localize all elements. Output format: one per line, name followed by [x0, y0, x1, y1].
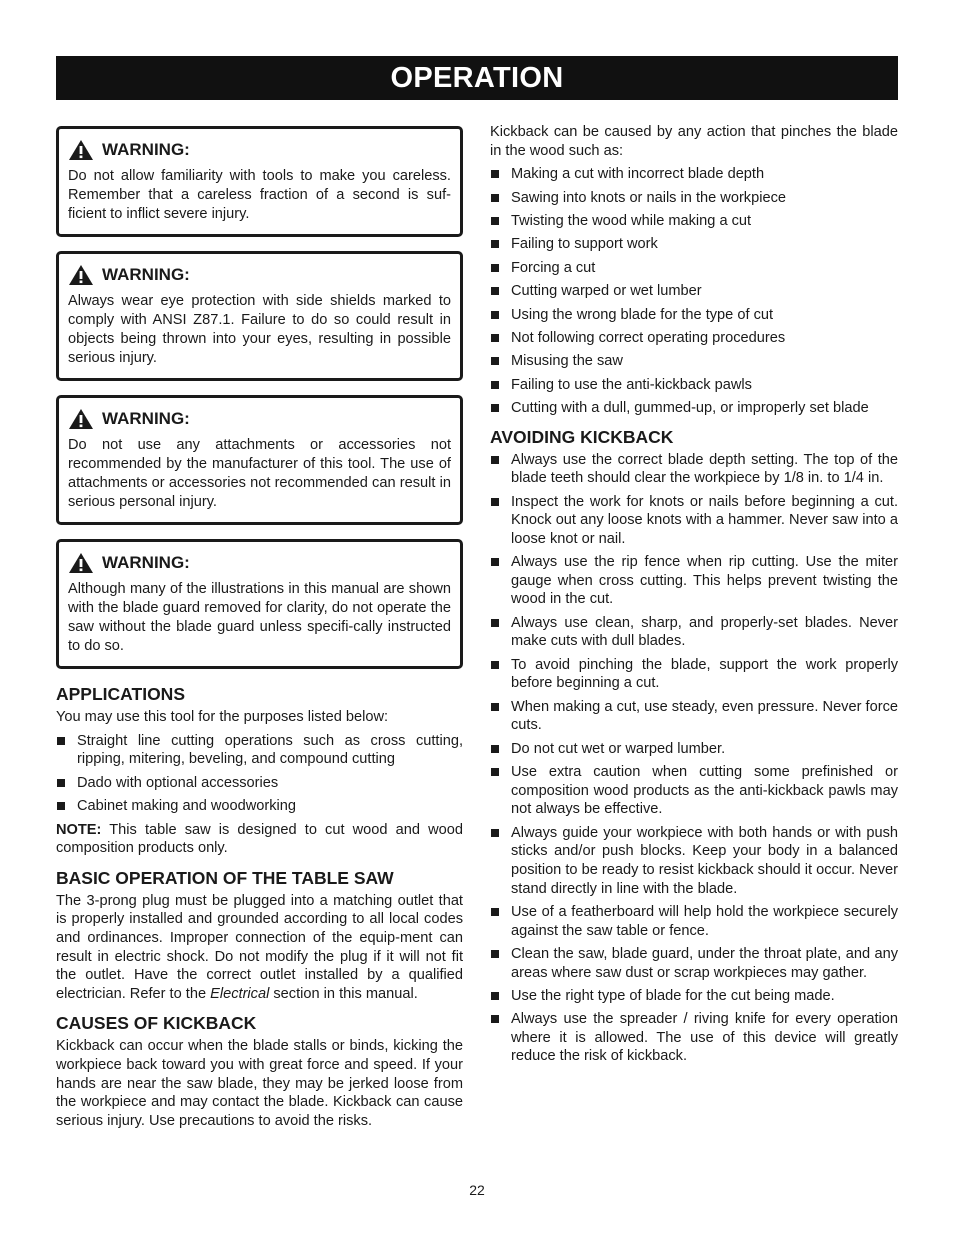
square-bullet-icon [491, 311, 499, 319]
causes-of-kickback-text: Kickback can occur when the blade stalls or binds, kicking the workpiece back toward you with great force and speed. If your hands are near the saw blade, they may be jerked loose from the workpiece and may contact the blade. Kickback can cause serious injury. Use precautions to avoid the risks. [56, 1038, 463, 1129]
warning-header [68, 552, 451, 574]
avoiding-kickback-list [490, 451, 898, 1066]
basic-operation-section [56, 867, 463, 1004]
warning-label: WARNING: [102, 140, 190, 159]
list-item-text: Cabinet making and woodworking [77, 797, 297, 814]
warning-label: WARNING: [102, 409, 190, 428]
list-item-text: Twisting the wood while making a cut [511, 212, 752, 229]
warning-header [68, 139, 451, 161]
list-item-text: Clean the saw, blade guard, under the throat plate, and any areas where saw dust or scrap workpieces may gather. [511, 945, 898, 981]
list-item-text: Use the right type of blade for the cut being made. [511, 987, 835, 1004]
basic-operation-text-after: section in this manual. [269, 985, 418, 1002]
list-item [490, 259, 898, 278]
basic-operation-heading: BASIC OPERATION OF THE TABLE SAW [56, 867, 394, 888]
square-bullet-icon [491, 703, 499, 711]
square-bullet-icon [491, 950, 499, 958]
square-bullet-icon [491, 194, 499, 202]
list-item [490, 493, 898, 549]
page-title: OPERATION [56, 56, 898, 100]
square-bullet-icon [491, 498, 499, 506]
square-bullet-icon [491, 217, 499, 225]
list-item-text: Do not cut wet or warped lumber. [511, 740, 726, 757]
warning-triangle-icon [68, 139, 94, 161]
applications-note [56, 821, 463, 858]
square-bullet-icon [491, 170, 499, 178]
list-item-text: Failing to use the anti-kickback pawls [511, 376, 752, 393]
square-bullet-icon [491, 357, 499, 365]
square-bullet-icon [491, 829, 499, 837]
list-item-text: Misusing the saw [511, 353, 623, 370]
list-item-text: Using the wrong blade for the type of cut [511, 306, 774, 323]
square-bullet-icon [491, 334, 499, 342]
applications-list [56, 732, 463, 816]
square-bullet-icon [491, 456, 499, 464]
list-item [490, 235, 898, 254]
square-bullet-icon [491, 661, 499, 669]
list-item [490, 451, 898, 488]
list-item-text: Inspect the work for knots or nails before beginning a cut. Knock out any loose knots with a hammer. Never saw into a loose knot or nail. [511, 493, 898, 547]
list-item-text: Making a cut with incorrect blade depth [511, 166, 765, 183]
applications-intro: You may use this tool for the purposes listed below: [56, 709, 389, 725]
list-item-text: Always guide your workpiece with both hands or with push sticks and/or push blocks. Keep your body in a balanced position to be ready to resist kickback should it occur. Never stand directly in line with the blade. [511, 824, 898, 897]
square-bullet-icon [491, 619, 499, 627]
avoiding-kickback-heading: AVOIDING KICKBACK [490, 426, 674, 447]
list-item-text: Cutting warped or wet lumber [511, 283, 702, 300]
warning-box [56, 126, 463, 237]
square-bullet-icon [491, 558, 499, 566]
square-bullet-icon [491, 381, 499, 389]
list-item-text: When making a cut, use steady, even pressure. Never force cuts. [511, 698, 898, 734]
warning-triangle-icon [68, 408, 94, 430]
warning-triangle-icon [68, 264, 94, 286]
basic-operation-text [56, 892, 463, 1004]
square-bullet-icon [491, 908, 499, 916]
warning-box [56, 251, 463, 381]
list-item-text: Always use the rip fence when rip cutting. Use the miter gauge when cross cutting. This helps prevent twisting the wood in the cut. [511, 554, 898, 608]
right-column [490, 123, 898, 1071]
warning-text: Always wear eye protection with side shields marked to comply with ANSI Z87.1. Failure to do so could result in objects being thrown into your eyes, resulting in possible serious injury. [68, 293, 451, 366]
list-item [490, 698, 898, 735]
kickback-causes-list [490, 165, 898, 418]
basic-operation-text-before: The 3-prong plug must be plugged into a matching outlet that is properly installed and grounded according to all local codes and ordinances. Improper connection of the equip-ment can result in electric shock. Do not modify the plug if it will not fit the outlet. Have the correct outlet installed by a qualified electrician. Refer to the [56, 892, 463, 1002]
warning-label: WARNING: [102, 265, 190, 284]
warning-text: Do not use any attachments or accessories not recommended by the manufacturer of this tool. The use of attachments or accessories not recommended can result in serious personal injury. [68, 437, 451, 510]
list-item [490, 376, 898, 395]
list-item [490, 763, 898, 819]
list-item-text: Not following correct operating procedures [511, 329, 786, 346]
square-bullet-icon [491, 287, 499, 295]
list-item [490, 553, 898, 609]
warning-box [56, 395, 463, 525]
left-column [56, 126, 463, 1135]
list-item-text: Always use the correct blade depth setting. The top of the blade teeth should clear the workpiece by 1/8 in. to 1/4 in. [511, 451, 898, 487]
warning-box [56, 539, 463, 669]
list-item-text: Use extra caution when cutting some prefinished or composition wood products as the anti-kickback pawls may not always be effective. [511, 764, 898, 818]
list-item [490, 987, 898, 1006]
warning-header [68, 408, 451, 430]
applications-section [56, 683, 463, 858]
square-bullet-icon [491, 264, 499, 272]
list-item [490, 399, 898, 418]
list-item-text: Cutting with a dull, gummed-up, or improperly set blade [511, 400, 869, 417]
avoiding-kickback-section [490, 426, 898, 1066]
list-item [490, 903, 898, 940]
list-item [490, 614, 898, 651]
list-item [490, 656, 898, 693]
note-label: NOTE: [56, 821, 102, 838]
square-bullet-icon [491, 768, 499, 776]
warning-text: Do not allow familiarity with tools to make you careless. Remember that a careless fraction of a second is suf-ficient to inflict severe injury. [68, 168, 451, 222]
list-item-text: Forcing a cut [511, 259, 596, 276]
electrical-reference: Electrical [210, 985, 270, 1002]
list-item-text: Use of a featherboard will help hold the workpiece securely against the saw table or fence. [511, 903, 898, 939]
list-item [490, 282, 898, 301]
warning-triangle-icon [68, 552, 94, 574]
causes-of-kickback-heading: CAUSES OF KICKBACK [56, 1013, 257, 1034]
kickback-causes-intro: Kickback can be caused by any action that pinches the blade in the wood such as: [490, 124, 898, 159]
warning-text: Although many of the illustrations in this manual are shown with the blade guard removed for clarity, do not operate the saw without the blade guard unless specifi-cally instructed to do so. [68, 581, 451, 654]
list-item [490, 212, 898, 231]
page-number: 22 [469, 1182, 485, 1198]
warnings-group [56, 126, 463, 669]
square-bullet-icon [57, 779, 65, 787]
list-item [490, 1010, 898, 1066]
warning-label: WARNING: [102, 553, 190, 572]
square-bullet-icon [491, 992, 499, 1000]
square-bullet-icon [491, 745, 499, 753]
square-bullet-icon [491, 240, 499, 248]
square-bullet-icon [57, 737, 65, 745]
list-item [490, 740, 898, 759]
list-item-text: Straight line cutting operations such as cross cutting, ripping, mitering, beveling, and compound cutting [77, 732, 463, 768]
list-item-text: Always use clean, sharp, and properly-set blades. Never make cuts with dull blades. [511, 614, 898, 650]
list-item-text: Failing to support work [511, 236, 658, 253]
list-item-text: To avoid pinching the blade, support the work properly before beginning a cut. [511, 656, 898, 692]
list-item-text: Dado with optional accessories [77, 774, 279, 791]
list-item [490, 165, 898, 184]
square-bullet-icon [491, 1015, 499, 1023]
list-item-text: Sawing into knots or nails in the workpiece [511, 189, 786, 206]
list-item [490, 306, 898, 325]
list-item [490, 352, 898, 371]
list-item [490, 824, 898, 898]
list-item [56, 797, 463, 816]
list-item [490, 189, 898, 208]
list-item [56, 732, 463, 769]
list-item [490, 945, 898, 982]
square-bullet-icon [57, 802, 65, 810]
warning-header [68, 264, 451, 286]
square-bullet-icon [491, 404, 499, 412]
causes-of-kickback-section [56, 1012, 463, 1130]
list-item-text: Always use the spreader / riving knife for every operation where it is allowed. The use of this device will greatly reduce the risk of kickback. [511, 1011, 898, 1065]
list-item [490, 329, 898, 348]
list-item [56, 774, 463, 793]
applications-heading: APPLICATIONS [56, 684, 185, 704]
note-text: This table saw is designed to cut wood and wood composition products only. [56, 821, 463, 857]
